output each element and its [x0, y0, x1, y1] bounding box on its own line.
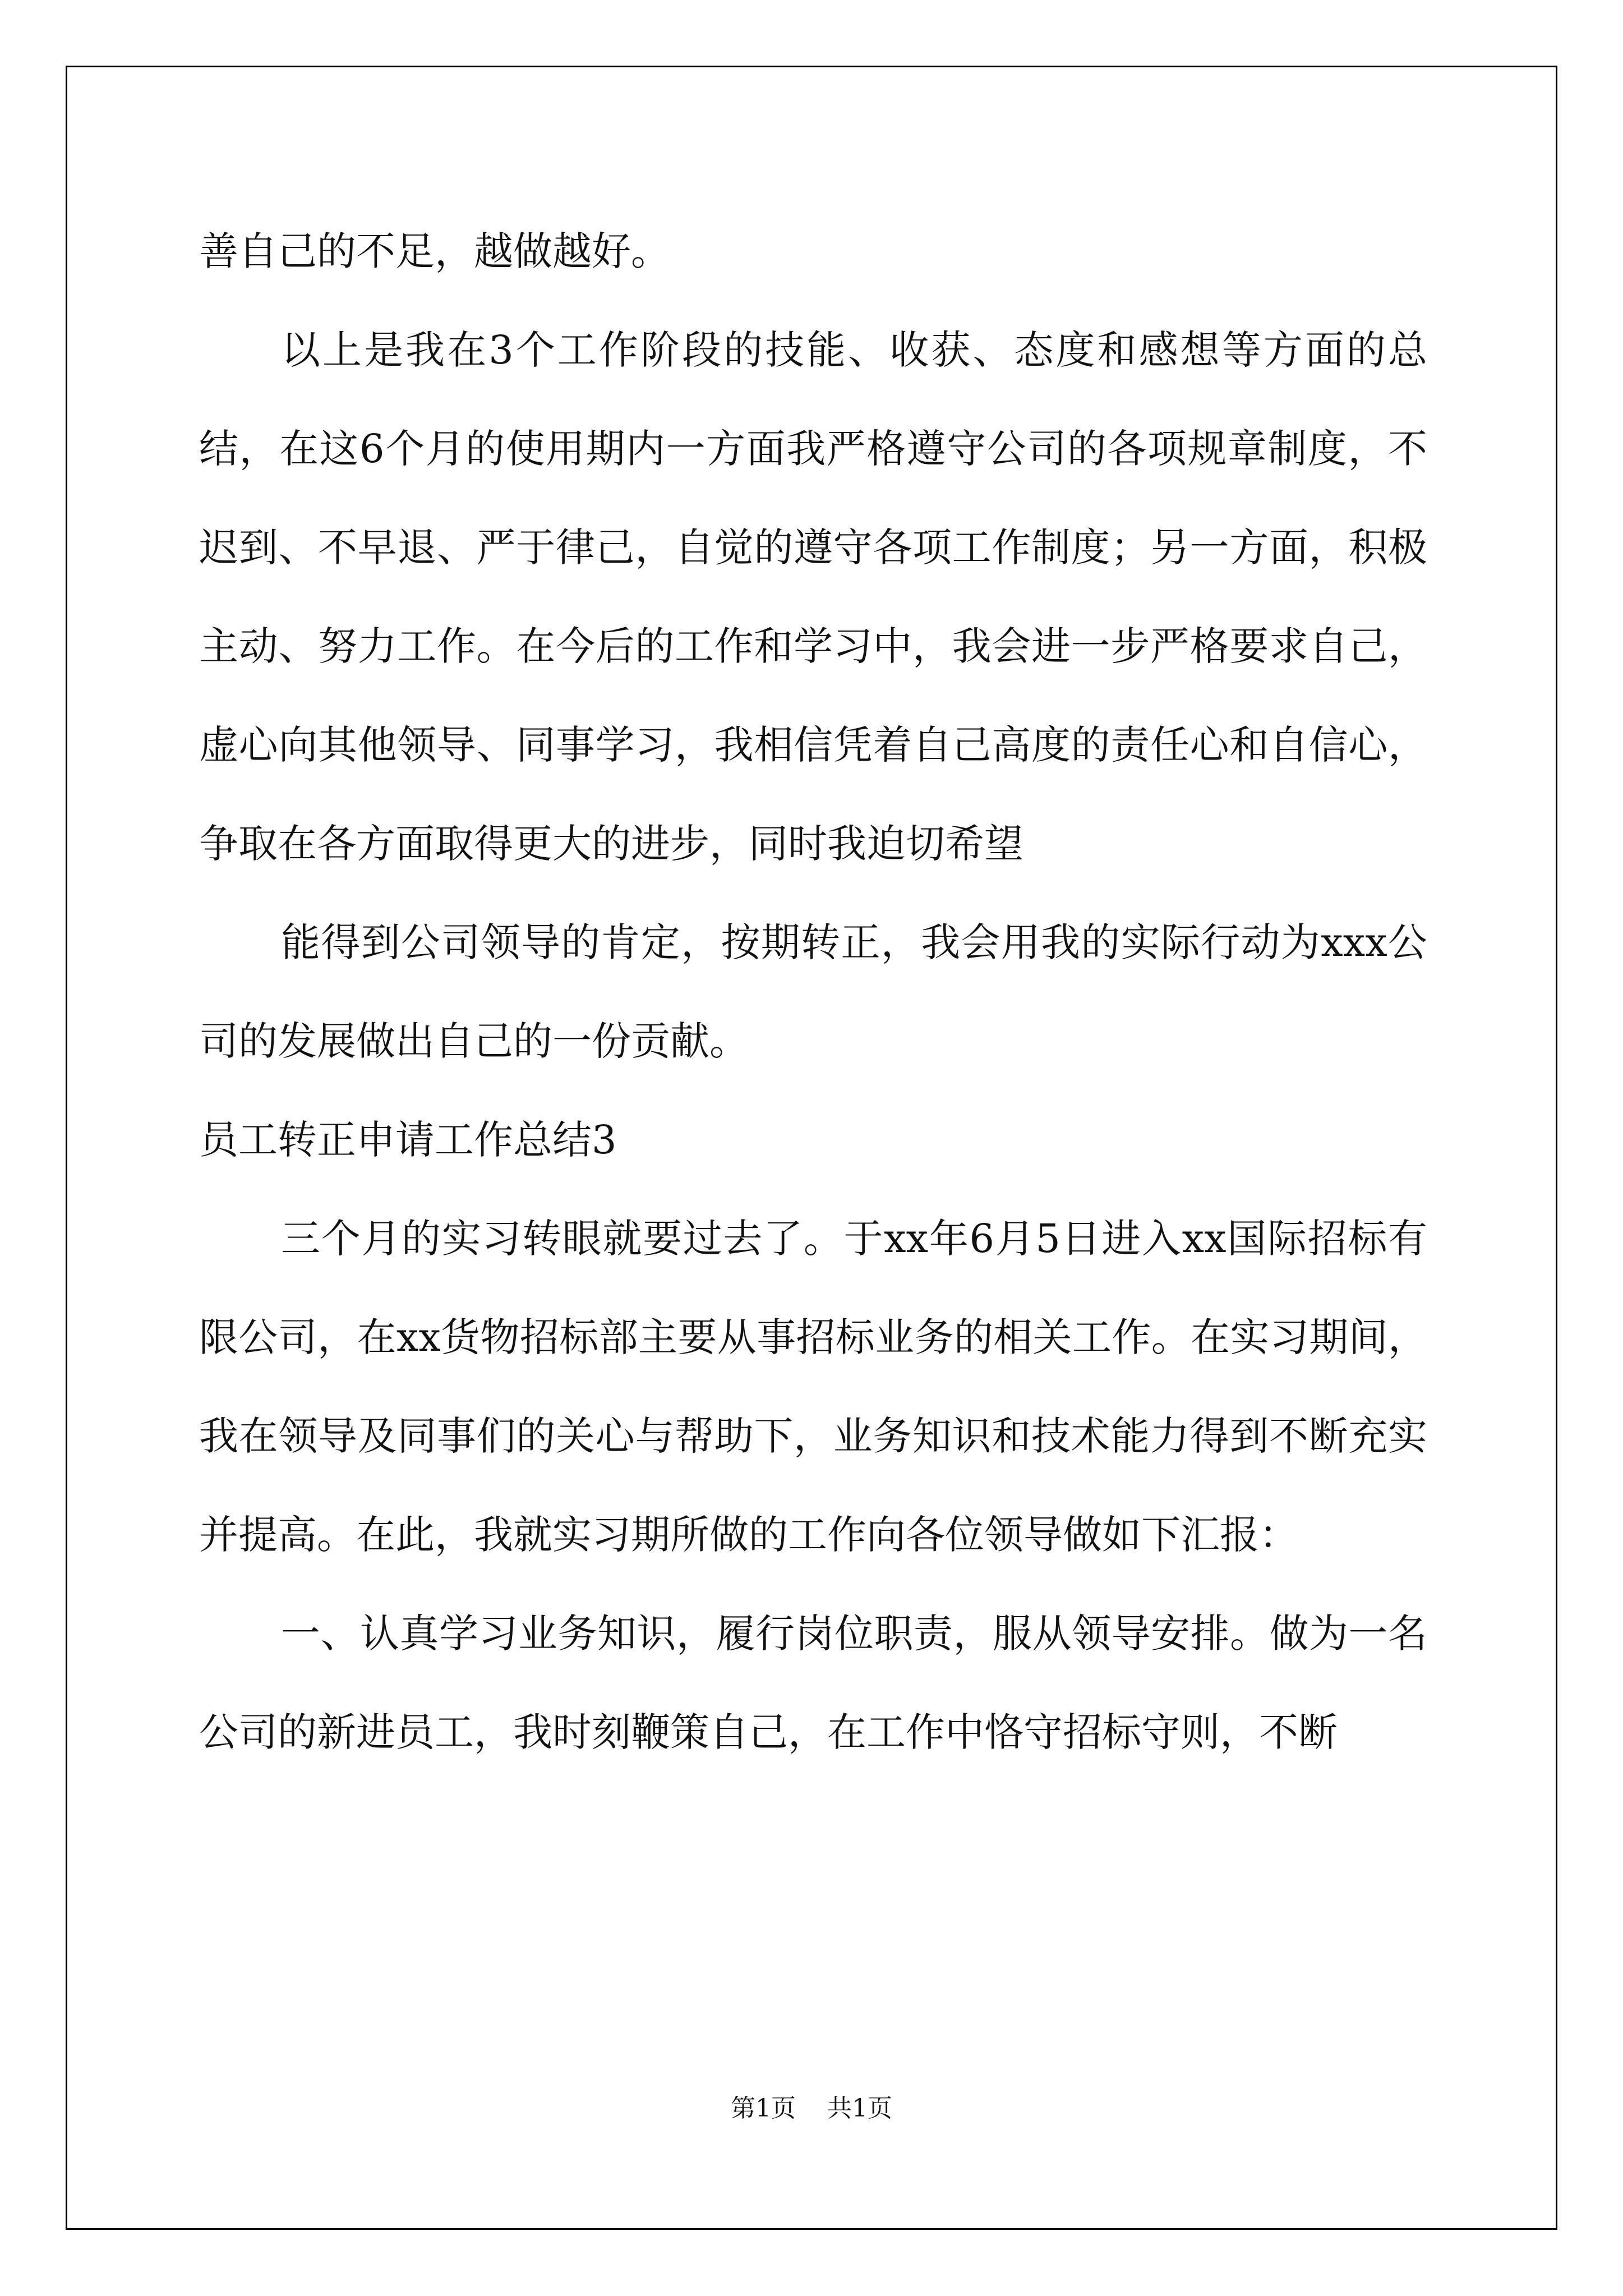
page-number-current: 第1页 — [731, 2094, 796, 2123]
document-body — [199, 202, 1427, 1782]
paragraph-summary: 以上是我在3个工作阶段的技能、收获、态度和感想等方面的总结，在这6个月的使用期内一方面我严格遵守公司的各项规章制度，不迟到、不早退、严于律己，自觉的遵守各项工作制度；另一方面，积极主动、努力工作。在今后的工作和学习中，我会进一步严格要求自己，虚心向其他领导、同事学习，我相信凭着自己高度的责任心和自信心，争取在各方面取得更大的进步，同时我迫切希望 — [199, 327, 1427, 867]
paragraph-continuation: 善自己的不足，越做越好。 — [199, 228, 670, 274]
page-footer — [0, 2088, 1623, 2124]
paragraph-point-one: 一、认真学习业务知识，履行岗位职责，服从领导安排。做为一名公司的新进员工，我时刻鞭策自己，在工作中恪守招标守则，不断 — [199, 1611, 1427, 1755]
paragraph-intro: 三个月的实习转眼就要过去了。于xx年6月5日进入xx国际招标有限公司，在xx货物招标部主要从事招标业务的相关工作。在实习期间，我在领导及同事们的关心与帮助下，业务知识和技术能力得到不断充实并提高。在此，我就实习期所做的工作向各位领导做如下汇报： — [199, 1216, 1427, 1558]
section-heading: 员工转正申请工作总结3 — [199, 1117, 617, 1163]
page-number-total: 共1页 — [827, 2094, 892, 2123]
paragraph-closing: 能得到公司领导的肯定，按期转正，我会用我的实际行动为xxx公司的发展做出自己的一份贡献。 — [199, 919, 1427, 1064]
